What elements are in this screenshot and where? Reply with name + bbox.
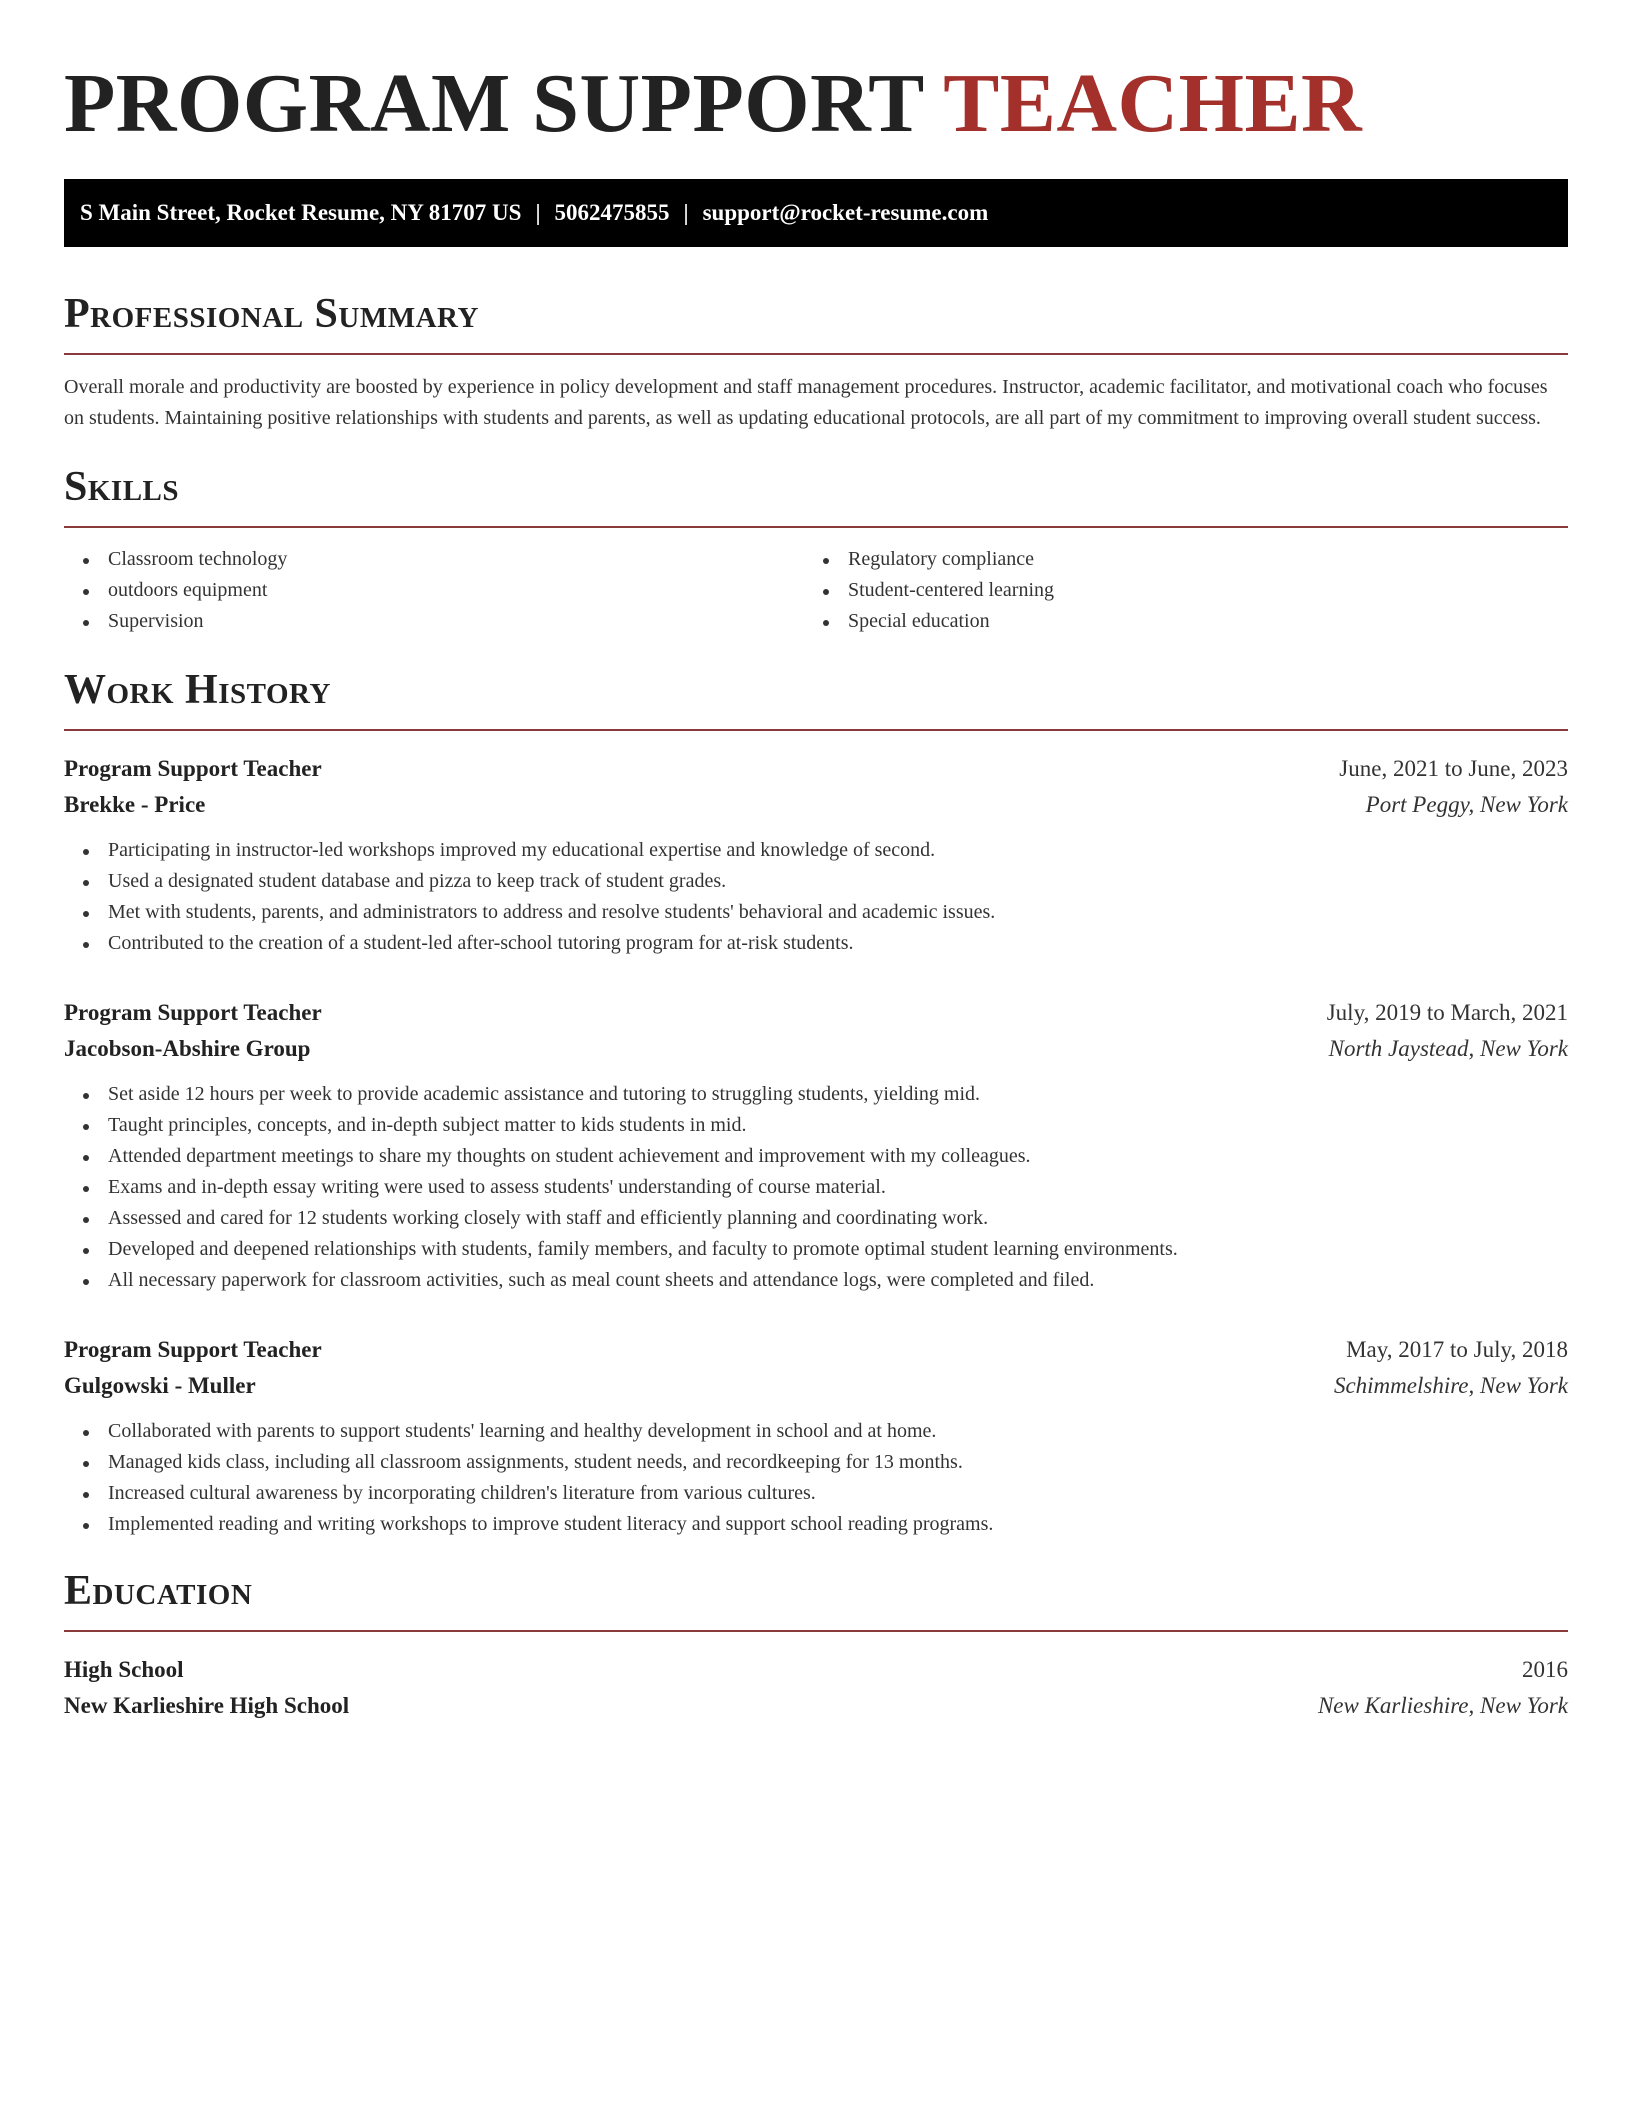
job-entry — [64, 995, 1568, 1296]
summary-text: Overall morale and productivity are boosted by experience in policy development and staff management procedures. Instructor, academic facilitator, and motivational coach who focuses on students. Maintaining positive relationships with students and parents, as well as updating educational protocols, are all part of my commitment to improving overall student success. — [64, 376, 1548, 429]
skill-item: Special education — [804, 606, 1544, 637]
job-bullet: All necessary paperwork for classroom activities, such as meal count sheets and attendance logs, were completed and filed. — [64, 1265, 1568, 1296]
job-company-row — [64, 1368, 1568, 1404]
skill-item: Supervision — [64, 606, 804, 637]
job-bullet: Used a designated student database and pizza to keep track of student grades. — [64, 866, 1568, 897]
education-location: New Karlieshire, New York — [1317, 1693, 1568, 1718]
skills-section — [64, 462, 1568, 637]
job-bullet: Taught principles, concepts, and in-depth subject matter to kids students in mid. — [64, 1110, 1568, 1141]
contact-email: support@rocket-resume.com — [702, 200, 989, 225]
summary-section — [64, 289, 1568, 434]
name-main: PROGRAM SUPPORT — [64, 57, 924, 150]
job-bullet: Managed kids class, including all classroom assignments, student needs, and recordkeeping for 13 months. — [64, 1447, 1568, 1478]
job-bullet: Met with students, parents, and administrators to address and resolve students' behavioral and academic issues. — [64, 897, 1568, 928]
job-bullet: Collaborated with parents to support students' learning and healthy development in school and at home. — [64, 1416, 1568, 1447]
skill-item: Regulatory compliance — [804, 544, 1544, 575]
job-bullet: Increased cultural awareness by incorporating children's literature from various cultures. — [64, 1478, 1568, 1509]
skill-item: Student-centered learning — [804, 575, 1544, 606]
job-bullet: Exams and in-depth essay writing were used to assess students' understanding of course material. — [64, 1172, 1568, 1203]
job-header-row — [64, 995, 1568, 1031]
education-school: New Karlieshire High School — [64, 1693, 350, 1718]
contact-address: S Main Street, Rocket Resume, NY 81707 US — [80, 200, 522, 225]
section-divider — [64, 526, 1568, 528]
job-entry — [64, 1332, 1568, 1540]
job-header-row — [64, 751, 1568, 787]
job-location: Port Peggy, New York — [1365, 792, 1568, 817]
job-company-row — [64, 787, 1568, 823]
education-entry — [64, 1652, 1568, 1724]
job-bullet: Implemented reading and writing workshops to improve student literacy and support school reading programs. — [64, 1509, 1568, 1540]
job-company: Brekke - Price — [64, 792, 206, 817]
contact-separator: | — [683, 200, 689, 225]
education-year: 2016 — [1522, 1657, 1568, 1682]
skills-grid — [64, 544, 1568, 637]
job-dates: May, 2017 to July, 2018 — [1346, 1337, 1568, 1362]
job-header-row — [64, 1332, 1568, 1368]
job-title: Program Support Teacher — [64, 1337, 322, 1362]
job-dates: July, 2019 to March, 2021 — [1326, 1000, 1568, 1025]
skills-title: Skills — [64, 464, 180, 510]
skills-column-right — [804, 544, 1544, 637]
job-bullet: Assessed and cared for 12 students working closely with staff and efficiently planning and coordinating work. — [64, 1203, 1568, 1234]
job-entry — [64, 751, 1568, 959]
job-company: Gulgowski - Muller — [64, 1373, 256, 1398]
job-company-row — [64, 1031, 1568, 1067]
education-school-row — [64, 1688, 1568, 1724]
job-location: North Jaystead, New York — [1328, 1036, 1568, 1061]
job-bullet: Participating in instructor-led workshops improved my educational expertise and knowledge of second. — [64, 835, 1568, 866]
job-bullet: Contributed to the creation of a student-led after-school tutoring program for at-risk students. — [64, 928, 1568, 959]
work-history-title: Work History — [64, 667, 331, 713]
education-degree: High School — [64, 1657, 184, 1682]
contact-phone: 5062475855 — [554, 200, 670, 225]
job-location: Schimmelshire, New York — [1333, 1373, 1568, 1398]
name-accent: TEACHER — [943, 57, 1363, 150]
job-bullet: Set aside 12 hours per week to provide academic assistance and tutoring to struggling students, yielding mid. — [64, 1079, 1568, 1110]
skill-item: outdoors equipment — [64, 575, 804, 606]
contact-bar — [64, 179, 1568, 247]
skills-column-left — [64, 544, 804, 637]
job-company: Jacobson-Abshire Group — [64, 1036, 311, 1061]
education-title: Education — [64, 1568, 253, 1614]
skill-item: Classroom technology — [64, 544, 804, 575]
job-bullet: Attended department meetings to share my thoughts on student achievement and improvement with my colleagues. — [64, 1141, 1568, 1172]
job-title: Program Support Teacher — [64, 756, 322, 781]
contact-separator: | — [535, 200, 541, 225]
education-section — [64, 1566, 1568, 1724]
section-divider — [64, 729, 1568, 731]
candidate-name — [64, 56, 1568, 152]
job-bullets — [64, 1416, 1568, 1540]
job-dates: June, 2021 to June, 2023 — [1339, 756, 1568, 781]
section-divider — [64, 353, 1568, 355]
education-header-row — [64, 1652, 1568, 1688]
work-history-section — [64, 665, 1568, 1540]
job-title: Program Support Teacher — [64, 1000, 322, 1025]
section-divider — [64, 1630, 1568, 1632]
summary-title: Professional Summary — [64, 291, 479, 337]
job-bullet: Developed and deepened relationships with students, family members, and faculty to promote optimal student learning environments. — [64, 1234, 1568, 1265]
job-bullets — [64, 835, 1568, 959]
job-bullets — [64, 1079, 1568, 1296]
